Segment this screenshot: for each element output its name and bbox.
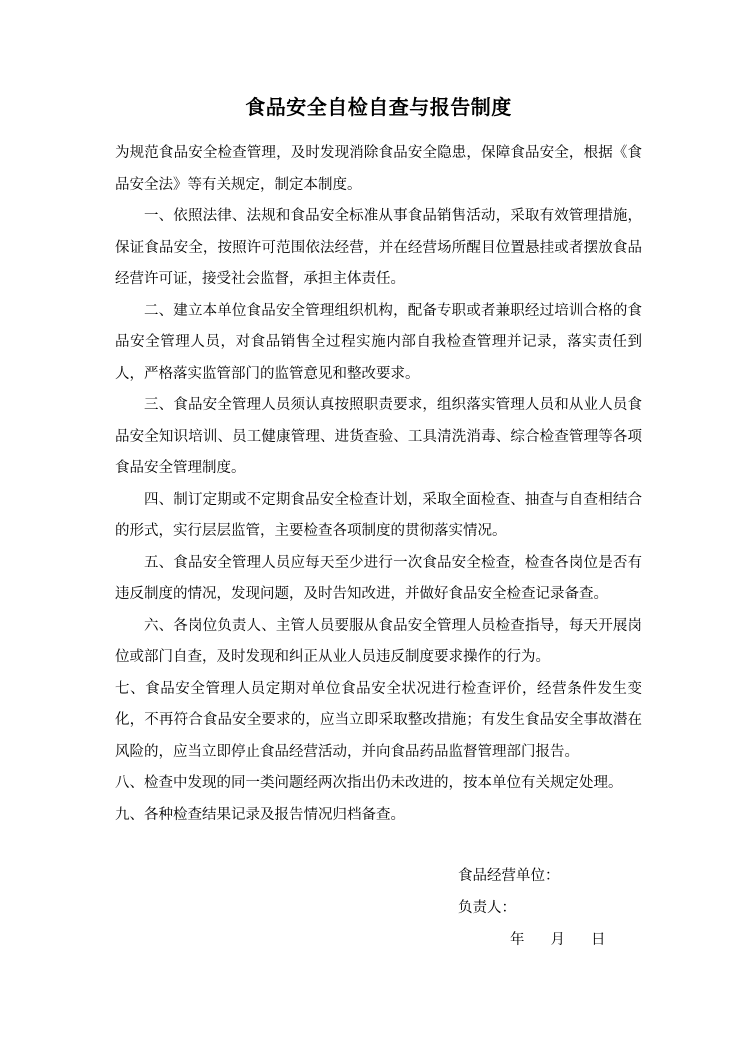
signature-block xyxy=(458,860,632,956)
paragraph-item-5: 五、食品安全管理人员应每天至少进行一次食品安全检查，检查各岗位是否有违反制度的情况，发现问题，及时告知改进，并做好食品安全检查记录备查。 xyxy=(115,554,642,602)
signature-person-label: 负责人： xyxy=(458,900,516,916)
date-day-label: 日 xyxy=(591,932,606,948)
date-month-label: 月 xyxy=(550,932,565,948)
date-year-label: 年 xyxy=(510,932,525,948)
paragraph-intro: 为规范食品安全检查管理，及时发现消除食品安全隐患，保障食品安全，根据《食品安全法》等有关规定，制定本制度。 xyxy=(115,145,642,193)
signature-unit-label: 食品经营单位： xyxy=(458,868,560,884)
document-title: 食品安全自检自查与报告制度 xyxy=(245,95,512,119)
paragraph-item-2: 二、建立本单位食品安全管理组织机构，配备专职或者兼职经过培训合格的食品安全管理人员，对食品销售全过程实施内部自我检查管理并记录，落实责任到人，严格落实监管部门的监管意见和整改要求。 xyxy=(115,302,642,382)
paragraph-item-3: 三、食品安全管理人员须认真按照职责要求，组织落实管理人员和从业人员食品安全知识培训、员工健康管理、进货查验、工具清洗消毒、综合检查管理等各项食品安全管理制度。 xyxy=(115,397,642,476)
paragraph-item-7: 七、食品安全管理人员定期对单位食品安全状况进行检查评价，经营条件发生变化，不再符合食品安全要求的，应当立即采取整改措施；有发生食品安全事故潜在风险的，应当立即停止食品经营活动，并向食品药品监督管理部门报告。 xyxy=(115,680,642,760)
paragraph-item-6: 六、各岗位负责人、主管人员要服从食品安全管理人员检查指导，每天开展岗位或部门自查，及时发现和纠正从业人员违反制度要求操作的行为。 xyxy=(115,617,642,665)
paragraph-item-9: 九、各种检查结果记录及报告情况归档备查。 xyxy=(115,806,405,823)
paragraph-item-8: 八、检查中发现的同一类问题经两次指出仍未改进的，按本单位有关规定处理。 xyxy=(115,775,623,791)
paragraph-item-1: 一、依照法律、法规和食品安全标准从事食品销售活动，采取有效管理措施，保证食品安全，按照许可范围依法经营，并在经营场所醒目位置悬挂或者摆放食品经营许可证，接受社会监督，承担主体责任。 xyxy=(115,208,642,287)
signature-date xyxy=(458,924,632,956)
paragraph-item-4: 四、制订定期或不定期食品安全检查计划，采取全面检查、抽查与自查相结合的形式，实行层层监管，主要检查各项制度的贯彻落实情况。 xyxy=(115,491,642,539)
